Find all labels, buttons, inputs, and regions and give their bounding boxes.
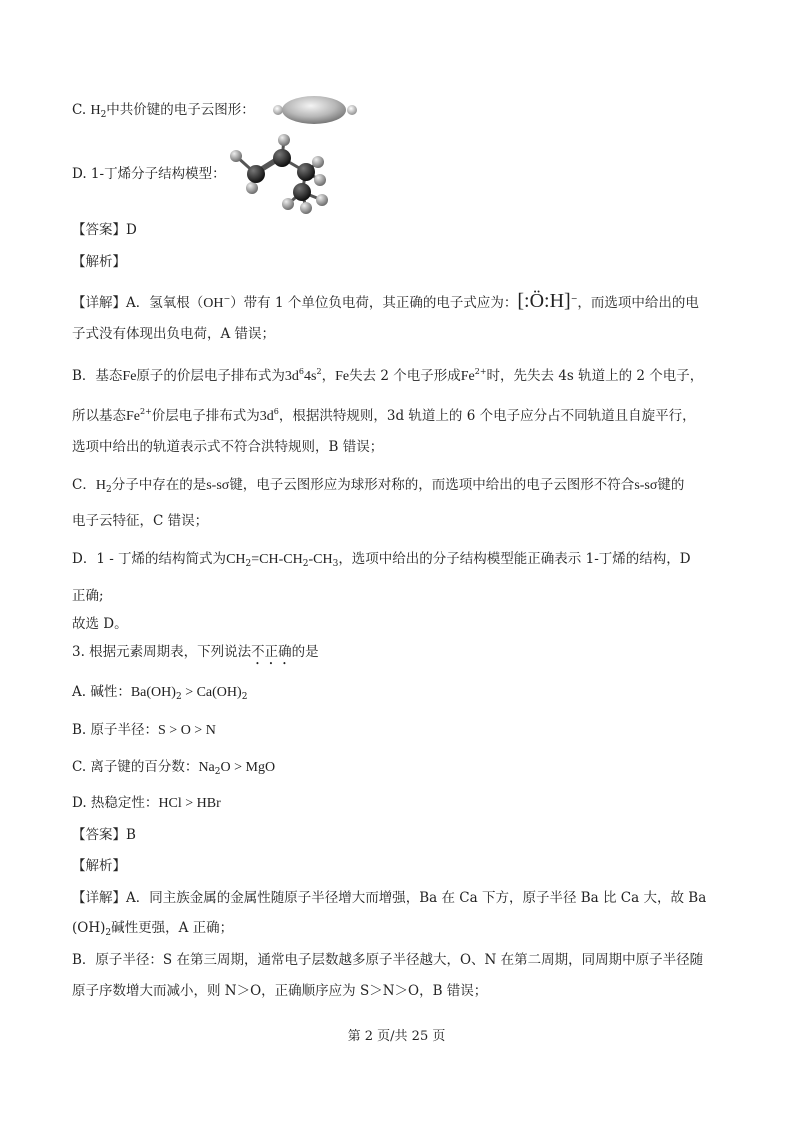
q2-option-c: C. $H_2$中共价键的电子云图形： (72, 102, 255, 120)
hydroxide-lewis-structure: [:Ö:H] (517, 290, 571, 312)
q2-analysis-label: 【解析】 (72, 254, 126, 270)
q2-detail-a-line2: 子式没有体现出负电荷，A 错误； (72, 326, 276, 342)
q2-detail-b-line3: 选项中给出的轨道表示式不符合洪特规则，B 错误； (72, 439, 384, 455)
q3-answer: 【答案】B (72, 827, 136, 843)
q3-detail-a-line1: 【详解】A．同主族金属的金属性随原子半径增大而增强，Ba 在 Ca 下方，原子半径 Ba 比 Ca 大，故 Ba (72, 890, 707, 906)
q2-detail-c-line1: C．$H_2$分子中存在的是s-sσ键，电子云图形应为球形对称的，而选项中给出的电子云图形不符合s-sσ键的 (72, 477, 685, 495)
q3-option-c: C. 离子键的百分数：$Na_2O$ > MgO (72, 759, 276, 777)
q3-option-b: B. 原子半径：S > O > N (72, 722, 216, 738)
q3-detail-b-line1: B．原子半径：S 在第三周期，通常电子层数越多原子半径越大，O、N 在第二周期，同周期中原子半径随 (72, 952, 704, 968)
q2-detail-a-line1: 【详解】A．氢氧根（OH−）带有 1 个单位负电荷，其正确的电子式应为：[:Ö:H]−，而选项中给出的电 (72, 290, 699, 312)
q2-detail-d-line2: 正确; (72, 588, 104, 604)
electron-cloud-figure (270, 92, 360, 128)
q2-detail-b-line2: 所以基态$Fe^{2+}$价层电子排布式为$3d^6$，根据洪特规则，3d 轨道上的 6 个电子应分占不同轨道且自旋平行， (72, 407, 696, 424)
q2-detail-b-line1: B．基态Fe原子的价层电子排布式为$3d^64s^2$，Fe失去 2 个电子形成$Fe^{2+}$时，先失去 4s 轨道上的 2 个电子， (72, 367, 704, 384)
page-footer: 第 2 页/共 25 页 (347, 1029, 446, 1044)
q3-detail-b-line2: 原子序数增大而减小，则 N＞O，正确顺序应为 S＞N＞O，B 错误； (72, 983, 488, 999)
q2-conclusion: 故选 D。 (72, 616, 128, 632)
q2-answer: 【答案】D (72, 222, 137, 238)
q3-detail-a-line2: $(OH)_2$碱性更强，A 正确； (72, 920, 234, 938)
q3-option-d: D. 热稳定性：HCl > HBr (72, 795, 221, 811)
q3-stem: 3. 根据元素周期表，下列说法不正确的是 (72, 644, 319, 660)
q2-detail-c-line2: 电子云特征，C 错误； (72, 513, 209, 529)
q3-option-a: A. 碱性：$Ba(OH)_2 > Ca(OH)_2$ (72, 684, 248, 702)
butene-ball-stick-model (226, 128, 336, 214)
q2-detail-d-line1: D．1 - 丁烯的结构简式为$CH_2=CH-CH_2-CH_3$，选项中给出的分子结构模型能正确表示 1-丁烯的结构，D (72, 551, 691, 569)
q3-analysis-label: 【解析】 (72, 858, 126, 874)
q2-option-d: D. 1-丁烯分子结构模型： (72, 166, 226, 182)
